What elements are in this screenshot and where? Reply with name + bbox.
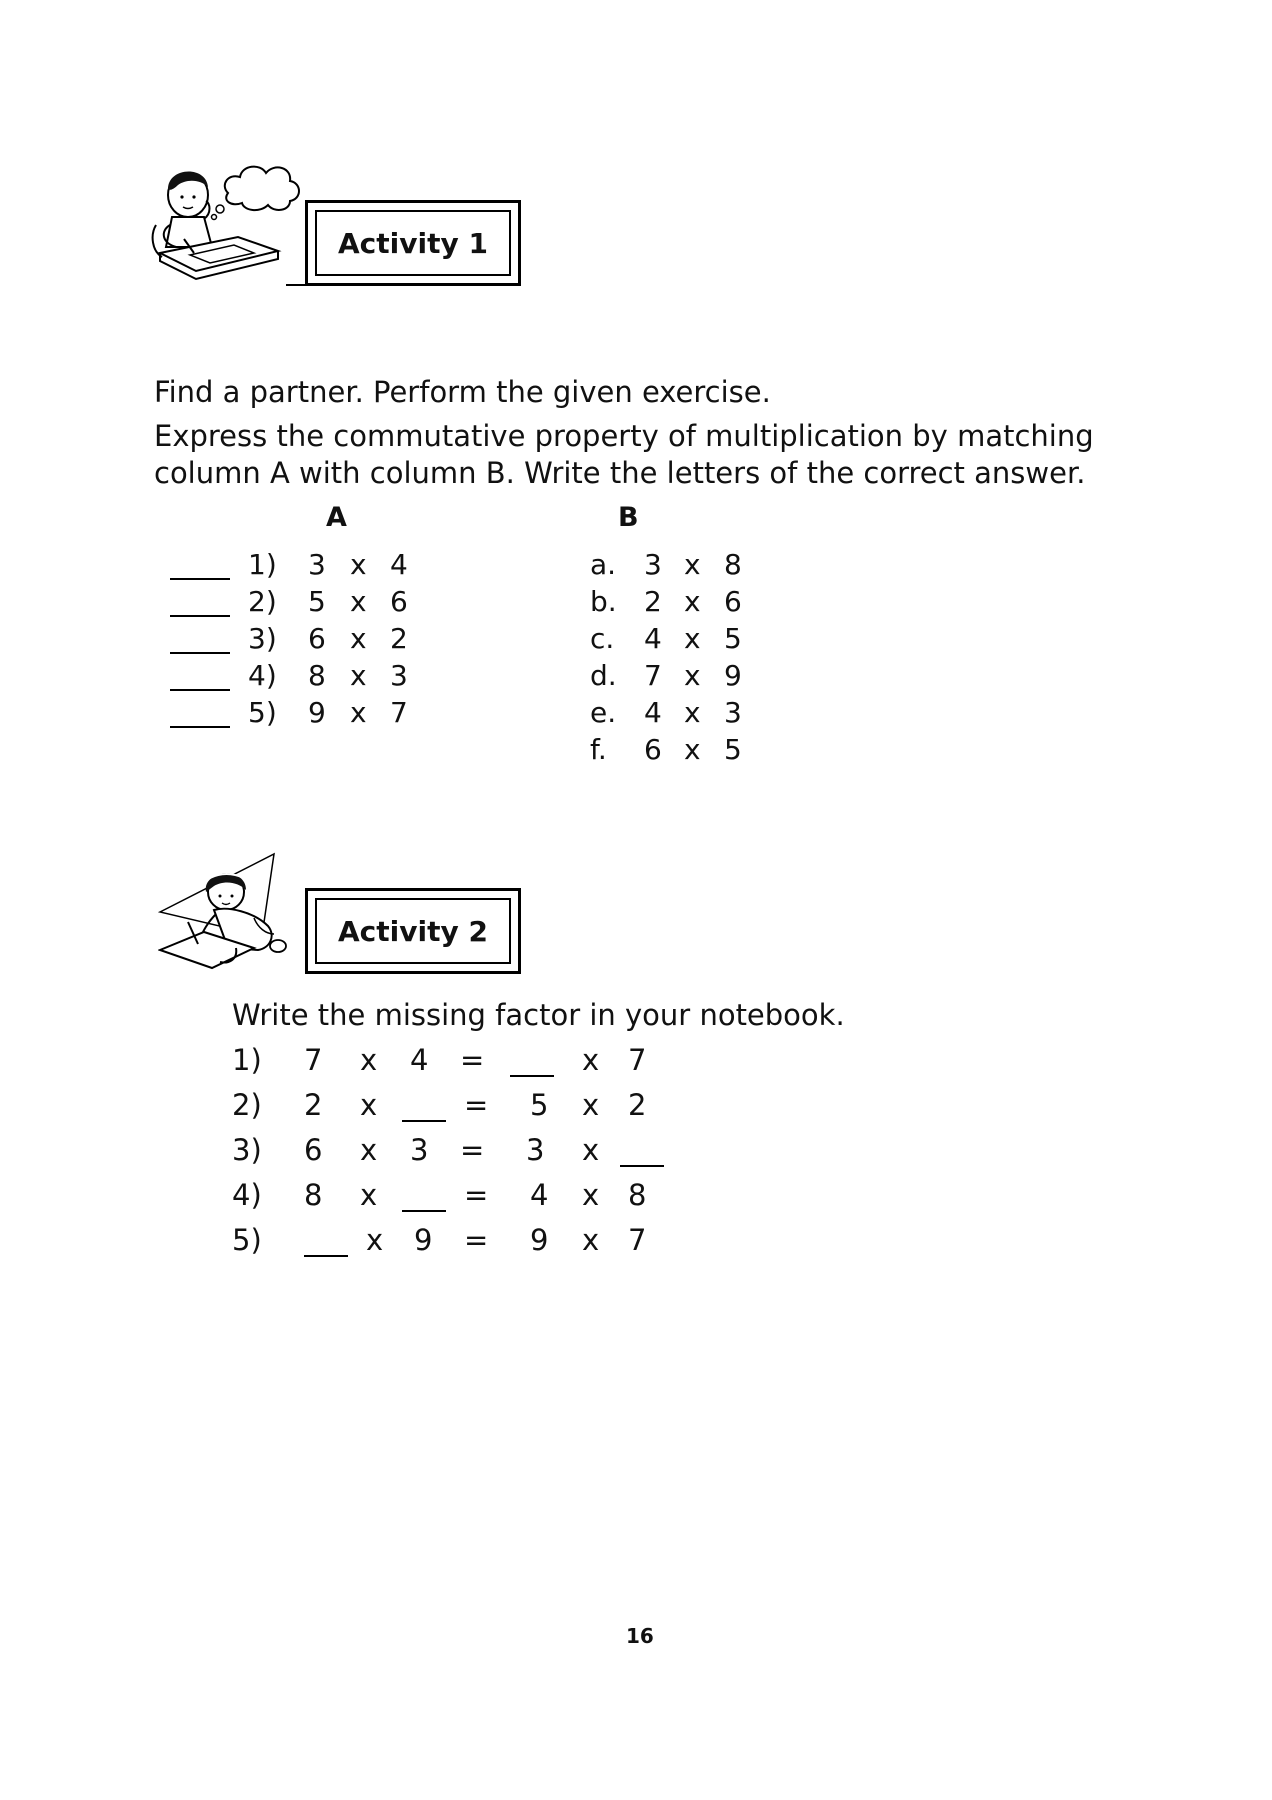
column-b-row: a. 3 x 8: [590, 548, 742, 581]
column-a-row: 1) 3 x 4: [170, 548, 430, 584]
activity1-instruction-2a: Express the commutative property of multiplication by matching: [154, 419, 1094, 453]
column-b-row: c. 4 x 5: [590, 622, 742, 655]
activity1-title: Activity 1: [338, 226, 488, 260]
equation-row: 5) x 9 = 9 x 7: [232, 1223, 647, 1257]
missing-factor-blank[interactable]: [620, 1165, 664, 1167]
activity1-title-box: [305, 200, 521, 286]
activity2-title: Activity 2: [338, 914, 488, 948]
answer-blank[interactable]: [170, 578, 230, 580]
activity2-instruction: Write the missing factor in your notebook.: [232, 998, 845, 1032]
column-a-row: 2) 5 x 6: [170, 585, 430, 621]
activity1-instruction-2b: column A with column B. Write the letters of the correct answer.: [154, 456, 1086, 490]
divider: [286, 284, 308, 286]
column-a-row: 3) 6 x 2: [170, 622, 430, 658]
equation-row: 1) 7 x 4 = x 7: [232, 1043, 647, 1077]
boy-thinking-icon: [150, 155, 310, 285]
column-a-row: 5) 9 x 7: [170, 696, 430, 732]
activity2-title-box: [305, 888, 521, 974]
equation-row: 4) 8 x = 4 x 8: [232, 1178, 647, 1212]
missing-factor-blank[interactable]: [510, 1075, 554, 1077]
answer-blank[interactable]: [170, 689, 230, 691]
missing-factor-blank[interactable]: [402, 1120, 446, 1122]
answer-blank[interactable]: [170, 652, 230, 654]
activity1-instruction-1: Find a partner. Perform the given exercise.: [154, 375, 771, 409]
equation-row: 2) 2 x = 5 x 2: [232, 1088, 647, 1122]
column-b-row: e. 4 x 3: [590, 696, 742, 729]
column-b-row: b. 2 x 6: [590, 585, 742, 618]
column-b-row: f. 6 x 5: [590, 733, 742, 766]
column-b-row: d. 7 x 9: [590, 659, 742, 692]
answer-blank[interactable]: [170, 726, 230, 728]
column-b-header: B: [618, 502, 639, 533]
girl-writing-icon: [158, 852, 308, 970]
column-a-row: 4) 8 x 3: [170, 659, 430, 695]
column-a-header: A: [326, 502, 347, 533]
equation-row: 3) 6 x 3 = 3 x: [232, 1133, 682, 1169]
answer-blank[interactable]: [170, 615, 230, 617]
missing-factor-blank[interactable]: [402, 1210, 446, 1212]
missing-factor-blank[interactable]: [304, 1255, 348, 1257]
page-number: 16: [626, 1624, 654, 1648]
